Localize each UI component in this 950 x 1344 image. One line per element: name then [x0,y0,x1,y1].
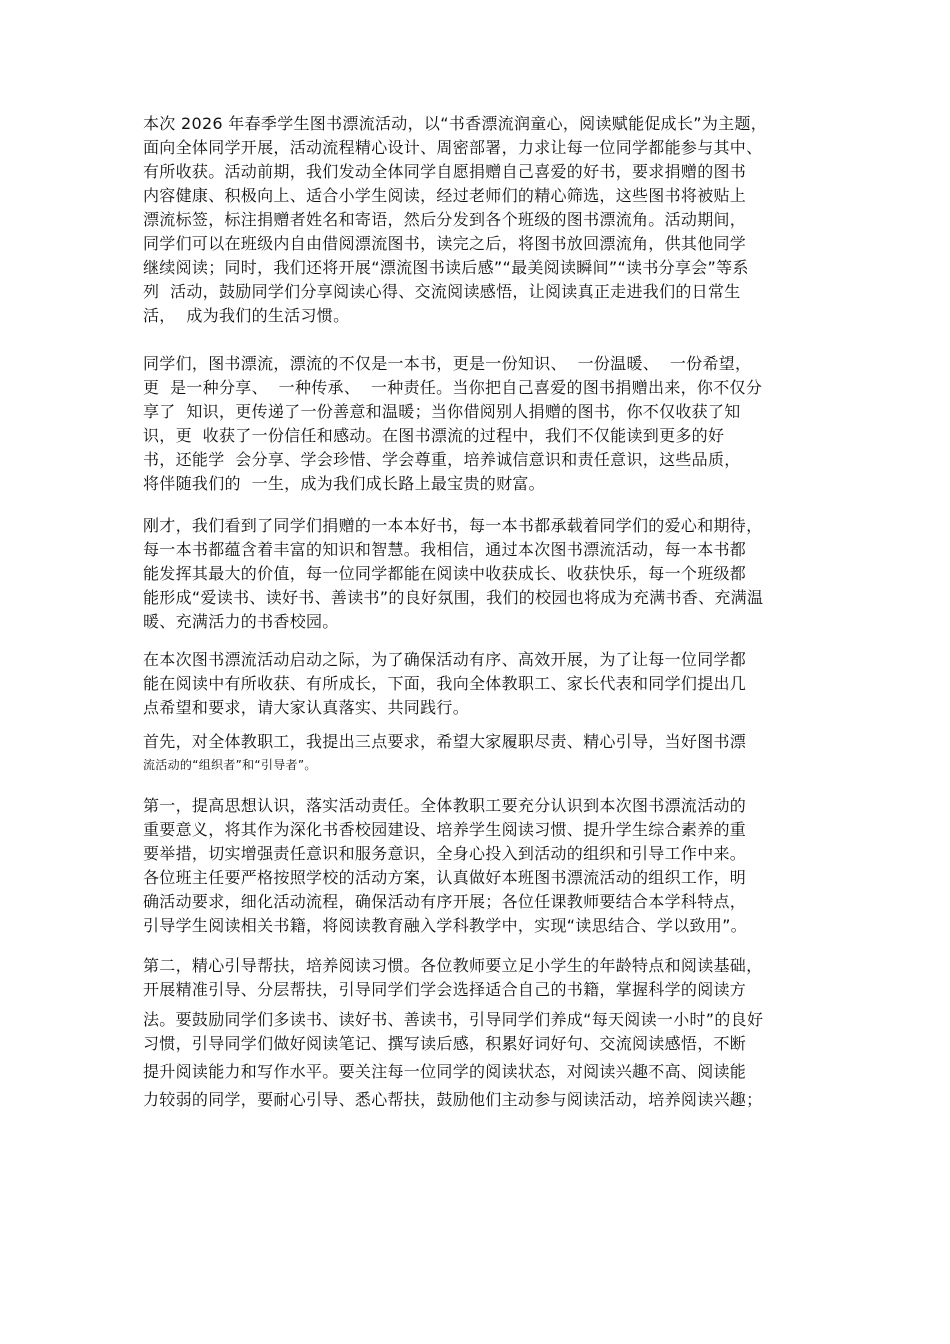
text-line: 能在阅读中有所收获、有所成长，下面，我向全体教职工、家长代表和同学们提出几 [143,674,747,693]
paragraph-first-point [143,794,833,938]
text-line: 面向全体同学开展，活动流程精心设计、周密部署，力求让每一位同学都能参与其中、 [143,138,763,157]
text-line: 有所收获。活动前期，我们发动全体同学自愿捐赠自己喜爱的好书，要求捐赠的图书 [143,162,747,181]
text-line: 要举措，切实增强责任意识和服务意识，全身心投入到活动的组织和引导工作中来。 [143,844,747,863]
text-line: 提升阅读能力和写作水平。要关注每一位同学的阅读状态，对阅读兴趣不高、阅读能 [143,1062,747,1081]
text-line: 力较弱的同学，要耐心引导、悉心帮扶，鼓励他们主动参与阅读活动，培养阅读兴趣； [143,1090,763,1109]
text-line: 本次 2026 年春季学生图书漂流活动，以“书香漂流润童心，阅读赋能促成长”为主题， [143,114,768,133]
text-line: 内容健康、积极向上、适合小学生阅读，经过老师们的精心筛选，这些图书将被贴上 [143,186,747,205]
text-line: 引导学生阅读相关书籍，将阅读教育融入学科教学中，实现“读思结合、学以致用”。 [143,916,747,935]
text-line: 更 是一种分享、 一种传承、 一种责任。当你把自己喜爱的图书捐赠出来，你不仅分 [143,378,763,397]
paragraph-activity-intro [143,112,833,328]
text-line: 首先，对全体教职工，我提出三点要求，希望大家履职尽责、精心引导，当好图书漂 [143,732,747,751]
text-line: 继续阅读；同时，我们还将开展“漂流图书读后感”“最美阅读瞬间”“读书分享会”等系 [143,258,749,277]
text-line: 同学们可以在班级内自由借阅漂流图书，读完之后，将图书放回漂流角，供其他同学 [143,234,747,253]
text-line: 书，还能学 会分享、学会珍惜、学会尊重，培养诚信意识和责任意识，这些品质， [143,450,741,469]
text-line: 将伴随我们的 一生，成为我们成长路上最宝贵的财富。 [143,474,545,493]
text-line: 暖、充满活力的书香校园。 [143,612,339,631]
paragraph-books-donated [143,514,833,634]
text-line: 习惯，引导同学们做好阅读笔记、撰写读后感，积累好词好句、交流阅读感悟，不断 [143,1034,747,1053]
text-line: 同学们，图书漂流，漂流的不仅是一本书，更是一份知识、 一份温暖、 一份希望， [143,354,752,373]
paragraph-second-point [143,954,833,1112]
text-line: 开展精准引导、分层帮扶，引导同学们学会选择适合自己的书籍，掌握科学的阅读方 [143,980,747,999]
text-line: 第二，精心引导帮扶，培养阅读习惯。各位教师要立足小学生的年龄特点和阅读基础， [143,956,763,975]
text-line: 能形成“爱读书、读好书、善读书”的良好氛围，我们的校园也将成为充满书香、充满温 [143,588,764,607]
text-line: 列 活动，鼓励同学们分享阅读心得、交流阅读感悟，让阅读真正走进我们的日常生 [143,282,741,301]
paragraph-staff-requirements [143,730,833,776]
text-line: 刚才，我们看到了同学们捐赠的一本本好书，每一本书都承载着同学们的爱心和期待， [143,516,763,535]
text-line: 法。要鼓励同学们多读书、读好书、善读书，引导同学们养成“每天阅读一小时”的良好 [143,1010,764,1029]
text-line: 在本次图书漂流活动启动之际，为了确保活动有序、高效开展，为了让每一位同学都 [143,650,747,669]
paragraph-meaning [143,352,833,496]
text-line: 每一本书都蕴含着丰富的知识和智慧。我相信，通过本次图书漂流活动，每一本书都 [143,540,747,559]
text-line: 第一，提高思想认识，落实活动责任。全体教职工要充分认识到本次图书漂流活动的 [143,796,747,815]
text-line: 识，更 收获了一份信任和感动。在图书漂流的过程中，我们不仅能读到更多的好 [143,426,725,445]
paragraph-launch-hopes [143,648,833,720]
text-line: 享了 知识，更传递了一份善意和温暖；当你借阅别人捐赠的图书，你不仅收获了知 [143,402,741,421]
text-line: 各位班主任要严格按照学校的活动方案，认真做好本班图书漂流活动的组织工作，明 [143,868,747,887]
text-line-small: 流活动的“组织者”和“引导者”。 [143,758,317,772]
text-line: 能发挥其最大的价值，每一位同学都能在阅读中收获成长、收获快乐，每一个班级都 [143,564,747,583]
text-line: 活， 成为我们的生活习惯。 [143,306,350,325]
text-line: 点希望和要求，请大家认真落实、共同践行。 [143,698,470,717]
text-line: 确活动要求，细化活动流程，确保活动有序开展；各位任课教师要结合本学科特点， [143,892,747,911]
text-line: 重要意义，将其作为深化书香校园建设、培养学生阅读习惯、提升学生综合素养的重 [143,820,747,839]
text-line: 漂流标签，标注捐赠者姓名和寄语，然后分发到各个班级的图书漂流角。活动期间， [143,210,747,229]
